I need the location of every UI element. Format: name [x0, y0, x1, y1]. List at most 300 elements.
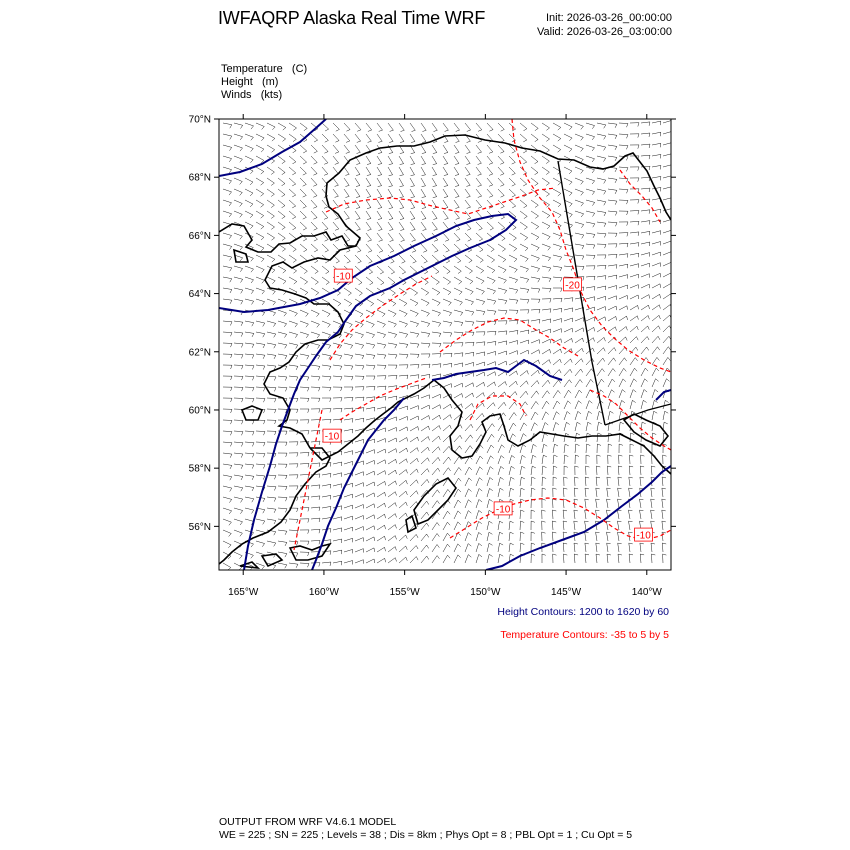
wind-barb [234, 486, 243, 491]
wind-barb [663, 368, 670, 376]
wind-barb [289, 156, 296, 164]
wind-barb [245, 200, 253, 207]
wind-barb [498, 134, 504, 142]
wind-barb [564, 369, 572, 376]
wind-barb [476, 554, 482, 563]
wind-barb [432, 523, 439, 531]
wind-barb [322, 277, 329, 285]
wind-barb [333, 473, 342, 477]
wind-barb [344, 516, 353, 520]
wind-barb [443, 299, 451, 306]
wind-barb [509, 277, 518, 283]
wind-barb [256, 365, 265, 370]
wind-barb [509, 532, 514, 541]
wind-barb [377, 123, 383, 131]
wind-barb [641, 284, 650, 288]
wind-barb [377, 321, 385, 327]
wind-barb [344, 549, 353, 553]
temperature-label: -10 [636, 530, 651, 542]
wind-barb [289, 200, 296, 208]
wind-barb [377, 343, 386, 348]
wind-barb [531, 466, 536, 475]
wind-barb [322, 244, 329, 252]
wind-barb [652, 315, 660, 321]
wind-barb [223, 420, 232, 424]
wind-barb [476, 277, 484, 284]
wind-barb [399, 222, 404, 231]
wind-barb [223, 123, 232, 128]
wind-barb [388, 365, 397, 369]
wind-barb [509, 167, 515, 175]
wind-barb [564, 477, 568, 486]
wind-barb [520, 381, 528, 387]
wind-barb [531, 381, 539, 388]
wind-barb [663, 273, 672, 277]
wind-barb [399, 211, 404, 220]
wind-barb [520, 123, 527, 131]
wind-barb [608, 348, 616, 355]
wind-barb [586, 411, 592, 420]
wind-barb [256, 222, 264, 229]
wind-barb [465, 299, 474, 305]
wind-barb [542, 349, 551, 354]
wind-barb [432, 447, 440, 453]
wind-barb [487, 372, 496, 376]
wind-barb [399, 354, 408, 358]
wind-barb [476, 167, 481, 175]
wind-barb [223, 464, 232, 469]
wind-barb [574, 510, 578, 519]
wind-barb [355, 211, 360, 220]
wind-barb [465, 362, 474, 366]
temperature-contours-note: Temperature Contours: -35 to 5 by 5 [500, 629, 669, 641]
wind-barb [234, 442, 243, 447]
wind-barb [553, 554, 557, 563]
wind-barb [652, 198, 661, 202]
wind-barb [278, 541, 287, 546]
wind-barb [498, 156, 504, 164]
wind-barb [465, 233, 471, 241]
wind-barb [366, 354, 375, 359]
wind-barb [421, 479, 429, 486]
wind-barb [596, 532, 600, 541]
wind-barb [388, 211, 393, 220]
wind-barb [223, 497, 232, 503]
wind-barb [289, 563, 298, 568]
wind-barb [542, 244, 550, 250]
wind-barb [553, 370, 561, 377]
wind-barb [618, 543, 622, 552]
wind-barb [223, 486, 232, 492]
wind-barb [564, 308, 573, 312]
wind-barb [498, 331, 507, 335]
wind-barb [333, 539, 342, 543]
wind-barb [531, 532, 535, 541]
wind-barb [245, 486, 254, 491]
wind-barb [663, 241, 672, 245]
wind-barb [563, 554, 567, 563]
wind-barb [366, 526, 375, 530]
wind-barb [344, 211, 349, 219]
wind-barb [618, 532, 622, 541]
wind-barb [234, 156, 242, 162]
wind-barb [476, 467, 483, 475]
wind-barb [465, 167, 470, 176]
wind-barb [399, 167, 404, 176]
wind-barb [344, 189, 349, 198]
wind-barb [619, 358, 627, 365]
wind-barb [410, 233, 416, 241]
wind-barb [421, 123, 426, 132]
wind-barb [410, 448, 418, 453]
wind-barb [596, 499, 600, 508]
wind-barb [597, 156, 606, 162]
wind-barb [289, 486, 298, 490]
wind-barb [278, 343, 287, 348]
wind-barb [454, 321, 463, 326]
wind-barb [234, 519, 243, 525]
wind-barb [498, 521, 503, 530]
wind-barb [608, 327, 617, 332]
wind-barb [454, 244, 461, 252]
wind-barb [553, 189, 561, 196]
wind-barb [300, 156, 307, 164]
wind-barb [608, 156, 617, 161]
wind-barb [553, 308, 562, 312]
wind-barb [366, 386, 375, 390]
wind-barb [630, 326, 638, 332]
wind-barb [366, 156, 371, 165]
wind-barb [432, 426, 441, 432]
wind-barb [531, 391, 539, 398]
wind-barb [344, 365, 353, 370]
wind-barb [487, 554, 493, 563]
wind-barb [487, 266, 495, 273]
wind-barb [432, 545, 439, 553]
wind-barb [443, 457, 451, 464]
wind-barb [575, 189, 583, 195]
temperature-contours [294, 119, 671, 550]
wind-barb [289, 475, 298, 479]
wind-barb [652, 390, 658, 399]
wind-barb [267, 420, 276, 424]
wind-barb [245, 123, 254, 129]
wind-barb [355, 418, 364, 422]
wind-barb [267, 321, 276, 327]
wind-barb [597, 276, 606, 280]
wind-barb [465, 424, 473, 431]
wind-barb [476, 342, 485, 346]
wind-barb [300, 463, 309, 467]
wind-barb [234, 266, 243, 272]
wind-barb [575, 255, 584, 260]
wind-barb [553, 134, 561, 141]
wind-barb [223, 266, 232, 271]
wind-barb [619, 264, 628, 268]
wind-barb [443, 544, 450, 552]
wind-barb [344, 134, 350, 142]
wind-barb [278, 442, 287, 446]
wind-barb [629, 543, 633, 552]
wind-barb [553, 349, 562, 354]
wind-barb [223, 530, 231, 537]
wind-barb [223, 453, 232, 458]
wind-barb [487, 299, 496, 304]
wind-barb [223, 255, 232, 261]
init-time: Init: 2026-03-26_00:00:00 [546, 12, 672, 24]
wind-barb [432, 321, 441, 327]
wind-barb [443, 415, 451, 420]
wind-barb [355, 343, 364, 349]
wind-barb [597, 444, 601, 453]
wind-barb [410, 167, 415, 176]
wind-barb [652, 121, 661, 125]
wind-barb [465, 145, 470, 154]
wind-barb [322, 365, 331, 370]
wind-barb [234, 178, 242, 185]
wind-barb [355, 134, 361, 142]
wind-barb [311, 200, 317, 208]
wind-barb [311, 365, 320, 370]
wind-barb [553, 499, 557, 508]
field-label-temperature: Temperature (C) [221, 63, 308, 75]
wind-barb [333, 134, 339, 142]
wind-barb [465, 288, 473, 295]
wind-barb [421, 156, 426, 165]
wind-barb [663, 120, 672, 124]
wind-barb [641, 133, 650, 137]
wind-barb [454, 555, 461, 563]
wind-barb [531, 554, 535, 563]
wind-barb [619, 211, 628, 215]
wind-barb [608, 400, 614, 409]
wind-barb [322, 419, 331, 423]
wind-barb [410, 469, 418, 475]
wind-barb [465, 555, 471, 563]
wind-barb [333, 365, 342, 370]
wind-barb [311, 540, 320, 544]
wind-barb [487, 521, 492, 530]
wind-barb [256, 332, 265, 337]
wind-barb [300, 277, 308, 284]
wind-barb [322, 398, 331, 402]
wind-barb [476, 299, 485, 305]
wind-barb [421, 222, 426, 231]
wind-barb [333, 321, 341, 327]
wind-barb [377, 200, 382, 209]
wind-barb [487, 392, 495, 398]
wind-barb [476, 489, 482, 498]
wind-barb [563, 521, 567, 530]
wind-barb [630, 243, 639, 247]
wind-barb [454, 145, 459, 154]
wind-barb [278, 497, 287, 501]
wind-barb [377, 503, 386, 508]
wind-barb [531, 156, 538, 164]
wind-barb [553, 422, 559, 431]
wind-barb [267, 233, 275, 240]
wind-barb [311, 398, 320, 402]
lat-tick-label: 58°N [188, 463, 211, 475]
wind-barb [388, 558, 397, 563]
wind-barb [520, 340, 529, 344]
wind-barb [509, 402, 517, 409]
wind-barb [586, 455, 590, 464]
wind-barb [630, 337, 638, 343]
wind-barb [641, 400, 647, 409]
coastline [219, 135, 671, 568]
wind-barb [256, 156, 264, 163]
wind-barb [498, 321, 507, 325]
wind-barb [608, 433, 612, 442]
wind-barb [355, 354, 364, 359]
wind-barb [465, 277, 473, 284]
temperature-label: -20 [565, 280, 580, 292]
wind-barb [333, 376, 342, 380]
wind-barb [564, 145, 572, 152]
wind-barb [663, 132, 672, 136]
wind-barb [377, 134, 382, 142]
wind-barb [607, 532, 611, 541]
wind-barb [542, 123, 550, 130]
wind-barb [366, 123, 372, 131]
wind-barb [608, 316, 617, 321]
wind-barb [289, 255, 296, 263]
lat-tick-label: 70°N [188, 114, 211, 126]
wind-barb [278, 222, 285, 230]
wind-barb [377, 547, 386, 552]
wind-barb [322, 211, 328, 219]
wind-barb [278, 321, 287, 327]
wind-barb [663, 305, 672, 310]
wind-barb [289, 310, 297, 316]
wind-barb [289, 134, 296, 142]
wind-barb [333, 528, 342, 532]
wind-barb [410, 288, 418, 295]
wind-barb [652, 347, 660, 354]
wind-barb [630, 200, 639, 204]
wind-barb [311, 288, 319, 295]
wind-barb [399, 189, 404, 198]
wind-barb [388, 396, 397, 400]
wind-barb [366, 376, 375, 380]
wind-barb [454, 310, 463, 316]
wind-barb [344, 387, 353, 391]
wind-barb [465, 435, 473, 442]
wind-barb [454, 332, 463, 336]
wind-barb [388, 503, 396, 508]
wind-barb [432, 332, 441, 337]
wind-barb [410, 406, 419, 410]
wind-barb [586, 244, 595, 249]
wind-barb [498, 445, 505, 453]
wind-barb [498, 361, 507, 365]
wind-barb [586, 145, 595, 151]
wind-barb [289, 442, 298, 446]
wind-barb [619, 200, 628, 204]
axis-ticks [189, 114, 676, 598]
wind-barb [596, 477, 600, 486]
wind-barb [630, 305, 639, 310]
wind-barb [234, 244, 243, 250]
wind-barb [608, 178, 617, 183]
wind-barb [487, 351, 496, 355]
wind-barb [608, 358, 616, 365]
wind-barb [234, 299, 243, 304]
wind-barb [465, 178, 470, 186]
wind-barb [586, 255, 595, 259]
wind-barb [509, 521, 514, 530]
wind-barb [641, 390, 647, 399]
wind-barb [585, 532, 589, 541]
wind-barb [399, 134, 404, 143]
wind-barb [278, 464, 287, 468]
wind-barb [652, 252, 661, 256]
wind-barb [509, 413, 516, 421]
wind-barb [278, 354, 287, 359]
wind-barb [234, 321, 243, 326]
wind-barb [289, 277, 297, 284]
wind-barb [487, 532, 492, 541]
wind-barb [355, 483, 364, 487]
wind-barb [256, 299, 265, 305]
wind-barb [377, 354, 386, 359]
wind-barb [564, 380, 572, 387]
wind-barb [574, 488, 578, 497]
wind-barb [399, 438, 408, 443]
wind-barb [465, 200, 471, 208]
wind-barb [608, 244, 617, 248]
wind-barb [509, 423, 516, 431]
wind-barb [542, 532, 546, 541]
wind-barb [629, 477, 633, 486]
wind-barb [520, 444, 526, 453]
wind-barb [355, 439, 364, 443]
wind-barb [597, 379, 604, 387]
wind-barb [630, 285, 639, 289]
wind-barb [630, 455, 634, 464]
wind-barb [542, 156, 549, 164]
wind-barb [234, 387, 243, 391]
wind-barb [267, 145, 275, 152]
wind-barb [652, 326, 660, 332]
wind-barb [245, 299, 254, 305]
wind-barb [498, 402, 506, 409]
wind-barb [366, 482, 375, 486]
wind-barb [421, 145, 426, 154]
wind-barb [498, 222, 505, 230]
wind-barb [608, 123, 617, 128]
wind-barb [322, 321, 330, 327]
wind-barb [564, 189, 572, 196]
wind-barb [410, 299, 418, 306]
wind-barb [663, 198, 672, 202]
lat-tick-label: 66°N [188, 230, 211, 242]
wind-barb [410, 189, 415, 198]
wind-barb [640, 554, 644, 563]
wind-barb [564, 211, 572, 217]
wind-barb [267, 211, 274, 219]
wind-barb [377, 310, 385, 317]
wind-barb [498, 145, 504, 153]
wind-barb [465, 511, 471, 519]
wind-barb [289, 530, 298, 534]
wind-barb [311, 332, 320, 338]
wind-barb [520, 499, 524, 508]
wind-barb [586, 211, 595, 217]
wind-barb [608, 337, 616, 343]
wind-barb [234, 530, 242, 536]
